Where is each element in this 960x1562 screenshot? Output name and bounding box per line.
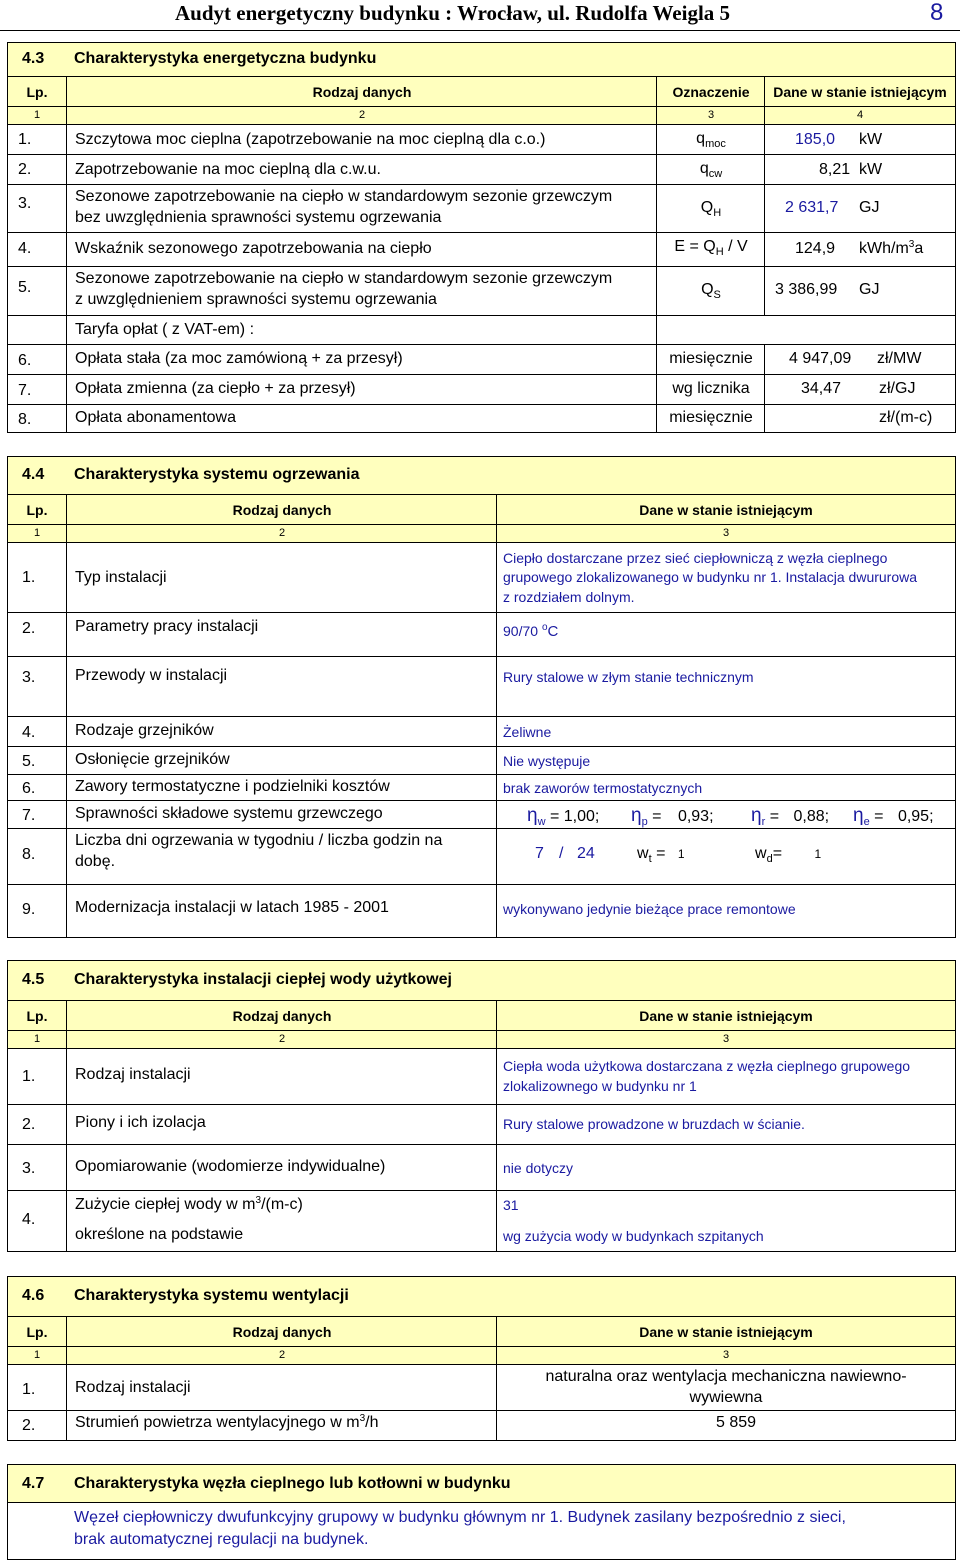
table-row xyxy=(8,829,955,885)
table-row xyxy=(8,717,955,747)
section-4-5 xyxy=(7,960,956,1252)
col-number-1: 1 xyxy=(33,1349,41,1361)
page-number: 8 xyxy=(930,0,944,26)
row-value: Rury stalowe prowadzone w bruzdach w ścianie. xyxy=(503,1116,805,1132)
row-designation: wg licznika xyxy=(672,380,750,397)
row-symbol: $Q_S$ xyxy=(701,281,721,301)
heating-hours: 24 xyxy=(577,845,595,862)
row-lp: 5. xyxy=(18,279,32,296)
row-value: 90/70 $^o$C xyxy=(503,622,559,640)
column-lp: Lp. xyxy=(26,1324,48,1340)
efficiency-e: $\eta_e = 0,95$; xyxy=(853,805,934,828)
row-description: Szczytowa moc cieplna (zapotrzebowanie na moc cieplną dla c.o.) xyxy=(75,131,546,148)
coefficient-wt: $w_t = 1$ xyxy=(637,845,685,865)
row-unit: zł/MW xyxy=(877,350,922,367)
section-title: Charakterystyka instalacji ciepłej wody użytkowej xyxy=(74,971,452,988)
section-4-3-heading xyxy=(8,43,955,77)
section-4-3 xyxy=(7,42,956,433)
section-title: Charakterystyka systemu wentylacji xyxy=(74,1287,349,1304)
row-value: Ciepła woda użytkowa dostarczana z węzła cieplnego grupowego xyxy=(503,1058,911,1074)
table-row xyxy=(8,885,955,937)
row-symbol: $q_{cw}$ xyxy=(699,160,723,180)
col-number-2: 2 xyxy=(278,527,286,539)
col-number-3: 3 xyxy=(722,527,730,539)
row-lp: 6. xyxy=(22,780,36,797)
row-value: Żeliwne xyxy=(503,724,552,740)
column-lp: Lp. xyxy=(26,84,48,100)
table-row xyxy=(8,1049,955,1105)
table-row xyxy=(8,375,955,405)
row-description: Sezonowe zapotrzebowanie na ciepło w standardowym sezonie grzewczym xyxy=(75,270,613,287)
column-dane: Dane w stanie istniejącym xyxy=(639,1008,813,1024)
row-description-line2: bez uwzględnienia sprawności systemu ogrzewania xyxy=(75,209,442,226)
section-4-7-heading xyxy=(8,1465,955,1503)
row-lp: 7. xyxy=(22,807,36,824)
row-symbol: $Q_H$ xyxy=(700,199,722,219)
col-number-3: 3 xyxy=(722,1033,730,1045)
row-lp: 2. xyxy=(22,1417,36,1434)
table-row xyxy=(8,543,955,613)
section-4-5-heading xyxy=(8,961,955,1001)
table-row xyxy=(8,775,955,801)
column-header-row xyxy=(8,77,955,107)
table-row xyxy=(8,125,955,155)
table-row xyxy=(8,801,955,829)
column-dane: Dane w stanie istniejącym xyxy=(773,84,947,100)
row-value-line2: wywiewna xyxy=(689,1389,763,1406)
row-value: Ciepło dostarczane przez sieć ciepłowniczą z węzła cieplnego xyxy=(503,550,888,566)
row-value: brak zaworów termostatycznych xyxy=(503,780,703,796)
column-header-row xyxy=(8,495,955,525)
section-4-4 xyxy=(7,456,956,938)
column-lp: Lp. xyxy=(26,502,48,518)
row-description: Typ instalacji xyxy=(75,569,167,586)
row-description: Zawory termostatyczne i podzielniki kosztów xyxy=(75,778,390,795)
row-description: Zapotrzebowanie na moc cieplną dla c.w.u. xyxy=(75,161,381,178)
column-rodzaj: Rodzaj danych xyxy=(232,1324,332,1340)
heating-days: 7 xyxy=(535,845,544,862)
table-row xyxy=(8,1145,955,1191)
section-number: 4.7 xyxy=(22,1475,45,1492)
column-number-row xyxy=(8,1347,955,1365)
section-4-7 xyxy=(7,1464,956,1560)
row-unit: zł/GJ xyxy=(879,380,916,397)
row-lp: 1. xyxy=(22,1068,36,1085)
row-lp: 2. xyxy=(18,161,32,178)
row-lp: 7. xyxy=(18,382,32,399)
section-number: 4.4 xyxy=(22,466,45,483)
row-description: Osłonięcie grzejników xyxy=(75,751,230,768)
column-rodzaj: Rodzaj danych xyxy=(232,1008,332,1024)
days-hours-separator: / xyxy=(559,845,564,862)
row-description-line2: określone na podstawie xyxy=(75,1226,244,1243)
row-lp: 1. xyxy=(18,131,32,148)
row-value: naturalna oraz wentylacja mechaniczna nawiewno- xyxy=(545,1368,907,1385)
row-description: Modernizacja instalacji w latach 1985 - 2001 xyxy=(75,899,389,916)
row-lp: 4. xyxy=(18,240,32,257)
table-row xyxy=(8,657,955,717)
column-header-row xyxy=(8,1001,955,1031)
row-unit: GJ xyxy=(859,281,880,298)
row-description: Piony i ich izolacja xyxy=(75,1114,206,1131)
row-value: 5 859 xyxy=(715,1414,757,1431)
row-lp: 1. xyxy=(22,1381,36,1398)
page-header xyxy=(0,0,960,28)
column-header-row xyxy=(8,1317,955,1347)
row-description: Opłata abonamentowa xyxy=(75,409,236,426)
row-value: 2 631,7 xyxy=(785,199,839,216)
row-description: Opłata stała (za moc zamówioną + za przesył) xyxy=(75,350,403,367)
row-value-line2: wg zużycia wody w budynkach szpitanych xyxy=(503,1228,764,1244)
column-rodzaj: Rodzaj danych xyxy=(232,502,332,518)
column-number-row xyxy=(8,107,955,125)
table-row xyxy=(8,233,955,267)
header-rule xyxy=(0,30,960,31)
row-description: Przewody w instalacji xyxy=(75,667,228,684)
row-value: 31 xyxy=(503,1197,519,1213)
coefficient-wd: $w_d= 1$ xyxy=(755,845,822,865)
row-symbol: $E = Q_H / V$ xyxy=(674,238,748,258)
row-lp: 3. xyxy=(22,1160,36,1177)
column-lp: Lp. xyxy=(26,1008,48,1024)
tariff-label: Taryfa opłat ( z VAT-em) : xyxy=(75,321,255,338)
table-row xyxy=(8,267,955,315)
row-lp: 8. xyxy=(22,846,36,863)
section-4-6 xyxy=(7,1276,956,1441)
table-row xyxy=(8,613,955,657)
row-unit: zł/(m-c) xyxy=(879,409,933,426)
row-designation: miesięcznie xyxy=(669,350,753,367)
row-unit: kWh/$m^3a$ xyxy=(859,239,924,257)
row-value: wykonywano jedynie bieżące prace remontowe xyxy=(503,901,796,917)
row-value-line2: grupowego zlokalizowanego w budynku nr 1. Instalacja dwururowa xyxy=(503,569,918,585)
row-description-line2: dobę. xyxy=(75,853,116,870)
row-lp: 6. xyxy=(18,352,32,369)
row-symbol: $q_{moc}$ xyxy=(696,130,726,150)
efficiency-w: $\eta_w = 1,00$; xyxy=(527,805,600,828)
section-number: 4.3 xyxy=(22,50,45,67)
row-description-line2: z uwzględnieniem sprawności systemu ogrzewania xyxy=(75,291,437,308)
row-value: 4 947,09 xyxy=(789,350,852,367)
row-value: 3 386,99 xyxy=(775,281,838,298)
col-number-2: 2 xyxy=(358,109,366,121)
table-row xyxy=(8,1105,955,1145)
table-row xyxy=(8,1191,955,1251)
row-unit: kW xyxy=(859,131,883,148)
section-number: 4.5 xyxy=(22,971,45,988)
section-4-7-body xyxy=(8,1503,955,1559)
col-number-2: 2 xyxy=(278,1349,286,1361)
row-description: Sezonowe zapotrzebowanie na ciepło w standardowym sezonie grzewczym xyxy=(75,188,613,205)
table-row xyxy=(8,345,955,375)
col-number-3: 3 xyxy=(722,1349,730,1361)
row-lp: 4. xyxy=(22,724,36,741)
col-number-4: 4 xyxy=(856,109,864,121)
row-value: Rury stalowe w złym stanie technicznym xyxy=(503,669,754,685)
tariff-label-row xyxy=(8,315,955,345)
column-dane: Dane w stanie istniejącym xyxy=(639,502,813,518)
section-title: Charakterystyka węzła cieplnego lub kotłowni w budynku xyxy=(74,1475,511,1492)
section-4-4-heading xyxy=(8,457,955,495)
table-row xyxy=(8,405,955,432)
table-row xyxy=(8,747,955,775)
table-row xyxy=(8,185,955,233)
row-unit: kW xyxy=(859,161,883,178)
row-lp: 3. xyxy=(22,669,36,686)
row-unit: GJ xyxy=(859,199,880,216)
row-lp: 4. xyxy=(22,1211,36,1228)
column-oznaczenie: Oznaczenie xyxy=(672,84,750,100)
row-description: Rodzaj instalacji xyxy=(75,1066,191,1083)
row-description: Opomiarowanie (wodomierze indywidualne) xyxy=(75,1158,386,1175)
row-description: Opłata zmienna (za ciepło + za przesył) xyxy=(75,380,356,397)
row-description: Strumień powietrza wentylacyjnego w $m^3/h$ xyxy=(75,1413,379,1431)
row-description: Wskaźnik sezonowego zapotrzebowania na ciepło xyxy=(75,240,432,257)
section-title: Charakterystyka systemu ogrzewania xyxy=(74,466,360,483)
row-value-line2: zlokalizownego w budynku nr 1 xyxy=(503,1078,697,1094)
document-title: Audyt energetyczny budynku : Wrocław, ul. Rudolfa Weigla 5 xyxy=(175,1,731,25)
row-description: Parametry pracy instalacji xyxy=(75,618,259,635)
row-description: Liczba dni ogrzewania w tygodniu / liczba godzin na xyxy=(75,832,443,849)
row-lp: 5. xyxy=(22,753,36,770)
row-lp: 1. xyxy=(22,569,36,586)
row-value: 8,21 xyxy=(819,161,851,178)
column-number-row xyxy=(8,525,955,543)
row-description: Rodzaj instalacji xyxy=(75,1379,191,1396)
row-value-line3: z rozdziałem dolnym. xyxy=(503,589,635,605)
efficiency-r: $\eta_r = 0,88$; xyxy=(751,805,830,828)
node-description-line2: brak automatycznej regulacji na budynek. xyxy=(74,1531,369,1548)
row-description: Zużycie ciepłej wody w $m^3/(m-c)$ xyxy=(75,1195,303,1213)
section-title: Charakterystyka energetyczna budynku xyxy=(74,50,377,67)
row-value: 124,9 xyxy=(795,240,836,257)
col-number-3: 3 xyxy=(707,109,715,121)
row-value: nie dotyczy xyxy=(503,1160,574,1176)
column-number-row xyxy=(8,1031,955,1049)
row-description: Rodzaje grzejników xyxy=(75,722,214,739)
table-row xyxy=(8,1365,955,1411)
table-row xyxy=(8,155,955,185)
col-number-1: 1 xyxy=(33,527,41,539)
row-lp: 3. xyxy=(18,195,32,212)
col-number-1: 1 xyxy=(33,109,41,121)
col-number-2: 2 xyxy=(278,1033,286,1045)
row-lp: 2. xyxy=(22,1116,36,1133)
row-value: 185,0 xyxy=(795,131,836,148)
row-lp: 9. xyxy=(22,901,36,918)
row-lp: 8. xyxy=(18,411,32,428)
row-designation: miesięcznie xyxy=(669,409,753,426)
row-lp: 2. xyxy=(22,620,36,637)
column-dane: Dane w stanie istniejącym xyxy=(639,1324,813,1340)
row-value: 34,47 xyxy=(801,380,842,397)
node-description: Węzeł ciepłowniczy dwufunkcyjny grupowy w budynku głównym nr 1. Budynek zasilany bezpośrednio z sieci, xyxy=(74,1509,846,1526)
efficiency-p: $\eta_p = 0,93$; xyxy=(631,805,714,828)
row-value: Nie występuje xyxy=(503,753,591,769)
section-4-6-heading xyxy=(8,1277,955,1317)
section-number: 4.6 xyxy=(22,1287,45,1304)
column-rodzaj: Rodzaj danych xyxy=(312,84,412,100)
col-number-1: 1 xyxy=(33,1033,41,1045)
row-description: Sprawności składowe systemu grzewczego xyxy=(75,805,383,822)
table-row xyxy=(8,1411,955,1440)
